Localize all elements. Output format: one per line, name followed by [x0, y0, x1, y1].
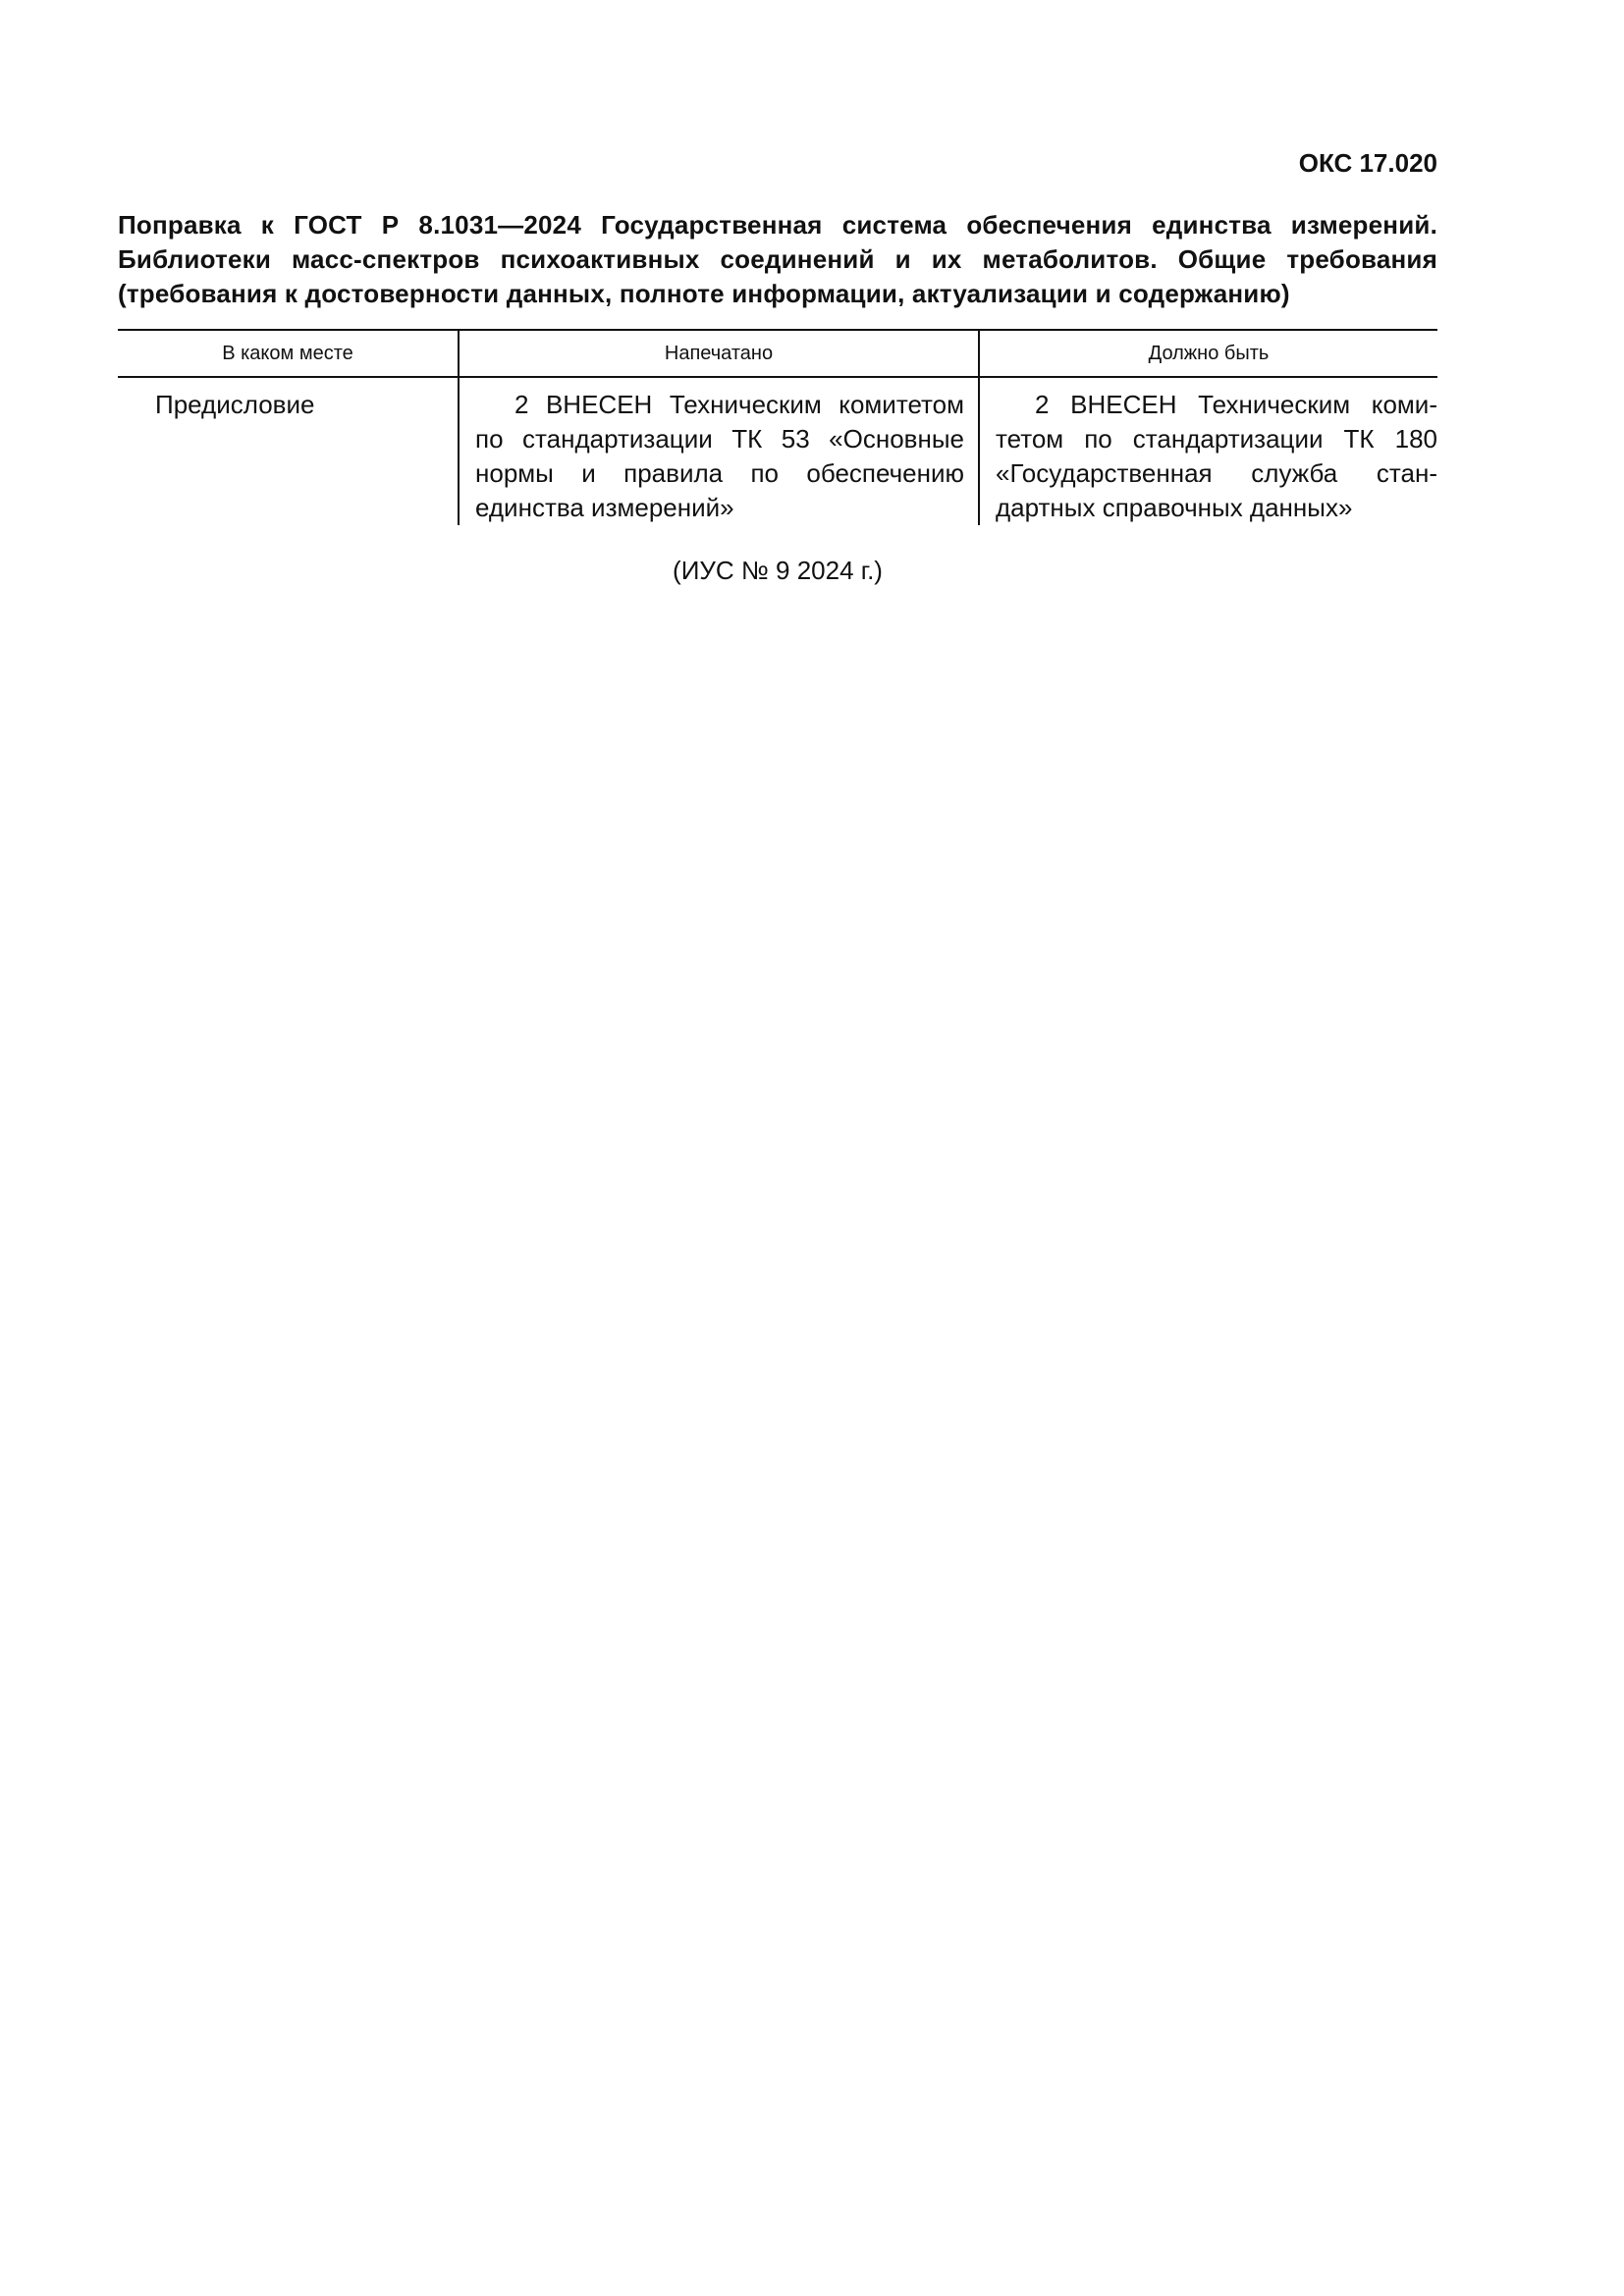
title-line: Библиотеки масс-спектров психоактивных соединений и их метаболитов. Общие требования [118, 244, 1437, 274]
table-header-row [118, 330, 1437, 377]
cell-should-be [979, 377, 1437, 525]
column-header-should-be: Должно быть [979, 330, 1437, 377]
title-line: Поправка к ГОСТ Р 8.1031—2024 Государственная система обеспечения единства измерений. [118, 210, 1437, 240]
document-title [118, 208, 1437, 311]
column-header-place: В каком месте [118, 330, 459, 377]
ius-reference: (ИУС № 9 2024 г.) [673, 556, 883, 585]
cell-printed [459, 377, 979, 525]
should-be-text: 2 ВНЕСЕН Техническим комитетом по стандартизации ТК 180 «Государственная служба стандартных справочных данных» [996, 390, 1437, 522]
column-header-printed: Напечатано [459, 330, 979, 377]
correction-table [118, 329, 1437, 525]
table-row [118, 377, 1437, 525]
title-line: (требования к достоверности данных, полноте информации, актуализации и содержанию) [118, 279, 1290, 308]
document-page [118, 147, 1437, 586]
printed-text: 2 ВНЕСЕН Техническим комитетом по стандартизации ТК 53 «Основные нормы и правила по обеспечению единства измерений» [475, 390, 964, 522]
cell-place: Предисловие [155, 390, 315, 419]
oks-code: ОКС 17.020 [1298, 148, 1437, 178]
